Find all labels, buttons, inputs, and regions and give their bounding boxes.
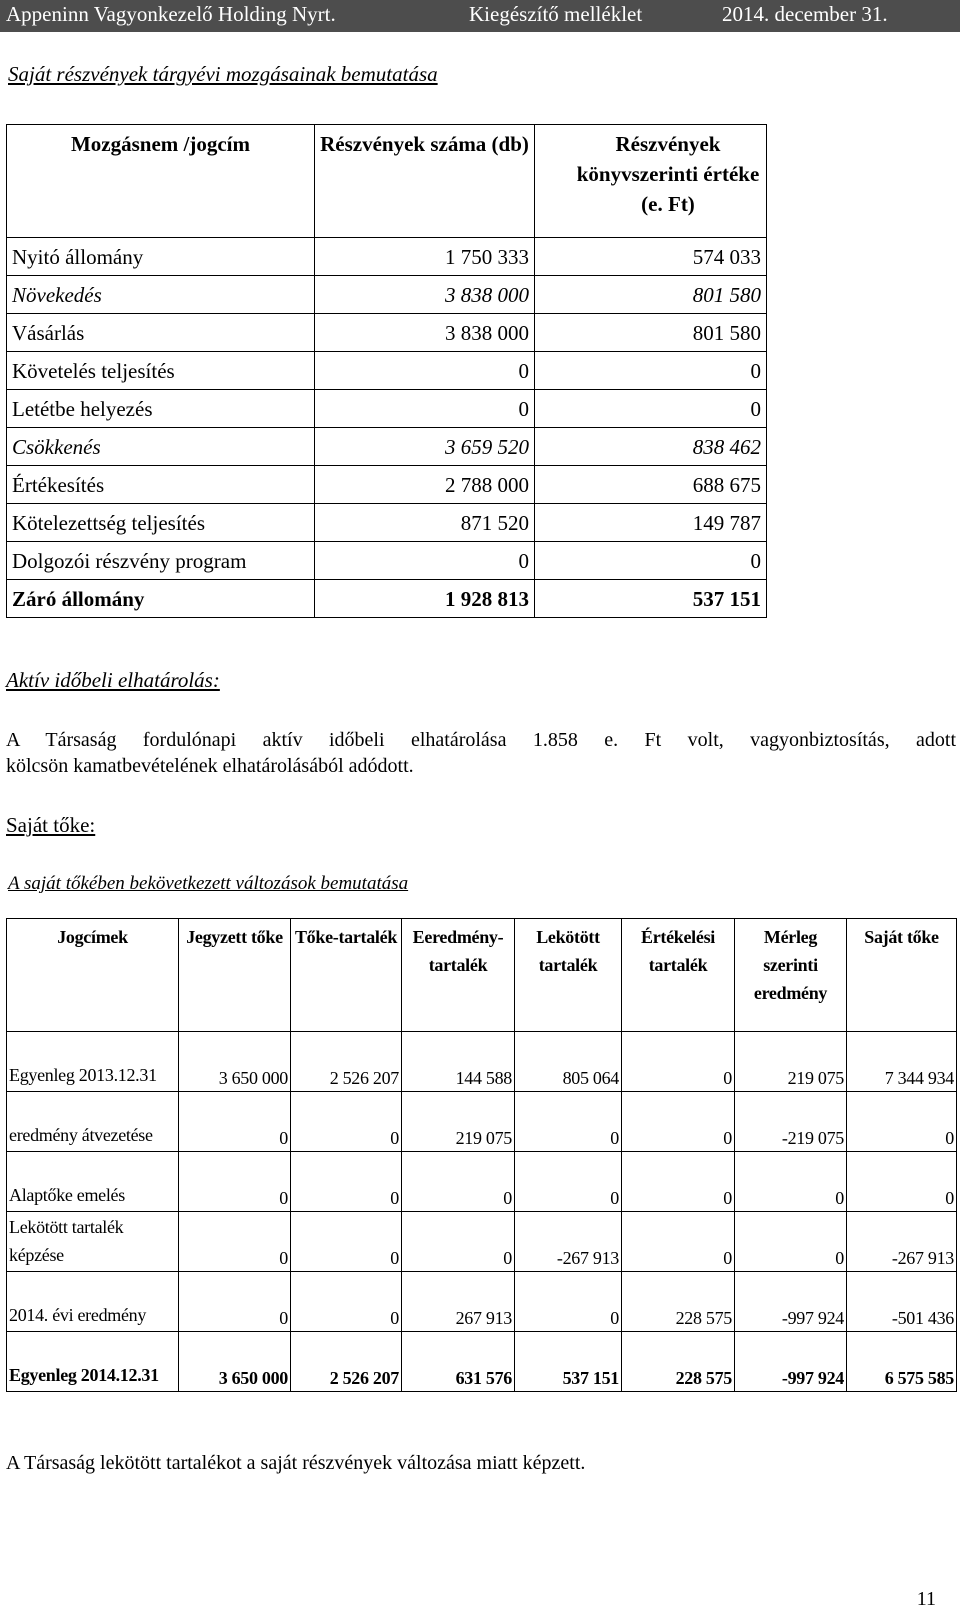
share-value: 688 675 <box>535 466 767 504</box>
share-count: 1 928 813 <box>315 580 535 618</box>
col-header: Jegyzett tőke <box>179 919 291 1032</box>
cell-value: 0 <box>622 1092 735 1152</box>
col-header: Saját tőke <box>847 919 957 1032</box>
share-value: 801 580 <box>535 314 767 352</box>
cell-value: 6 575 585 <box>847 1332 957 1392</box>
own-shares-table <box>6 124 767 618</box>
cell-value: 228 575 <box>622 1272 735 1332</box>
row-label: eredmény átvezetése <box>7 1092 179 1152</box>
share-value: 0 <box>535 542 767 580</box>
share-count: 0 <box>315 352 535 390</box>
cell-value: 0 <box>291 1272 402 1332</box>
share-value: 574 033 <box>535 238 767 276</box>
share-count: 2 788 000 <box>315 466 535 504</box>
share-count: 871 520 <box>315 504 535 542</box>
cell-value: 0 <box>291 1152 402 1212</box>
cell-value: 0 <box>179 1092 291 1152</box>
row-label: Dolgozói részvény program <box>7 542 315 580</box>
cell-value: 0 <box>515 1152 622 1212</box>
cell-value: 0 <box>735 1212 847 1272</box>
cell-value: 2 526 207 <box>291 1032 402 1092</box>
prepaid-text-line2: kölcsön kamatbevételének elhatárolásából adódott. <box>6 755 414 777</box>
cell-value: 0 <box>179 1272 291 1332</box>
col-header: Részvények könyvszerinti értéke (e. Ft) <box>535 125 767 238</box>
cell-value: -997 924 <box>735 1272 847 1332</box>
row-label: Kötelezettség teljesítés <box>7 504 315 542</box>
col-header: Részvények száma (db) <box>315 125 535 238</box>
row-label: Záró állomány <box>7 580 315 618</box>
row-label: 2014. évi eredmény <box>7 1272 179 1332</box>
row-label: Egyenleg 2014.12.31 <box>7 1332 179 1392</box>
table-row <box>7 466 767 504</box>
cell-value: 0 <box>515 1272 622 1332</box>
share-count: 3 838 000 <box>315 276 535 314</box>
cell-value: 267 913 <box>402 1272 515 1332</box>
row-label: Követelés teljesítés <box>7 352 315 390</box>
share-count: 3 838 000 <box>315 314 535 352</box>
table-row <box>7 1032 957 1092</box>
share-count: 0 <box>315 390 535 428</box>
table-row <box>7 1212 957 1272</box>
table-row <box>7 1272 957 1332</box>
row-label: Nyitó állomány <box>7 238 315 276</box>
cell-value: 0 <box>622 1032 735 1092</box>
section-title-prepaid: Aktív időbeli elhatárolás: <box>6 668 220 692</box>
row-label: Csökkenés <box>7 428 315 466</box>
cell-value: 0 <box>847 1092 957 1152</box>
equity-changes-table <box>6 918 957 1392</box>
cell-value: 0 <box>179 1212 291 1272</box>
col-header: Értékelési tartalék <box>622 919 735 1032</box>
share-count: 1 750 333 <box>315 238 535 276</box>
cell-value: -219 075 <box>735 1092 847 1152</box>
share-value: 838 462 <box>535 428 767 466</box>
section-title-own-shares: Saját részvények tárgyévi mozgásainak bemutatása <box>8 62 438 86</box>
cell-value: 0 <box>179 1152 291 1212</box>
row-label: Lekötött tartalék képzése <box>7 1212 179 1272</box>
table-row <box>7 504 767 542</box>
col-header: Mozgásnem /jogcím <box>7 125 315 238</box>
table-row <box>7 238 767 276</box>
col-header: Eeredmény-tartalék <box>402 919 515 1032</box>
cell-value: 0 <box>735 1152 847 1212</box>
cell-value: -267 913 <box>847 1212 957 1272</box>
share-value: 537 151 <box>535 580 767 618</box>
table-row-total <box>7 580 767 618</box>
cell-value: 0 <box>847 1152 957 1212</box>
cell-value: 0 <box>291 1212 402 1272</box>
share-value: 0 <box>535 352 767 390</box>
section-title-equity: Saját tőke: <box>6 813 96 837</box>
cell-value: -997 924 <box>735 1332 847 1392</box>
cell-value: 631 576 <box>402 1332 515 1392</box>
row-label: Vásárlás <box>7 314 315 352</box>
cell-value: 0 <box>402 1152 515 1212</box>
cell-value: -267 913 <box>515 1212 622 1272</box>
cell-value: 3 650 000 <box>179 1032 291 1092</box>
table-row <box>7 428 767 466</box>
equity-subtitle: A saját tőkében bekövetkezett változások bemutatása <box>8 873 409 894</box>
cell-value: 537 151 <box>515 1332 622 1392</box>
cell-value: 228 575 <box>622 1332 735 1392</box>
share-count: 0 <box>315 542 535 580</box>
share-value: 149 787 <box>535 504 767 542</box>
closing-text: A Társaság lekötött tartalékot a saját részvények változása miatt képzett. <box>6 1452 586 1474</box>
col-header: Mérleg szerinti eredmény <box>735 919 847 1032</box>
cell-value: 219 075 <box>735 1032 847 1092</box>
cell-value: 7 344 934 <box>847 1032 957 1092</box>
table-row <box>7 352 767 390</box>
col-header: Lekötött tartalék <box>515 919 622 1032</box>
header-date: 2014. december 31. <box>722 2 888 26</box>
row-label: Egyenleg 2013.12.31 <box>7 1032 179 1092</box>
cell-value: 0 <box>515 1092 622 1152</box>
table-header-row <box>7 919 957 1032</box>
page-number: 11 <box>916 1588 936 1610</box>
cell-value: 0 <box>622 1152 735 1212</box>
cell-value: 3 650 000 <box>179 1332 291 1392</box>
cell-value: 805 064 <box>515 1032 622 1092</box>
share-value: 0 <box>535 390 767 428</box>
header-company: Appeninn Vagyonkezelő Holding Nyrt. <box>6 2 336 26</box>
col-header: Jogcímek <box>7 919 179 1032</box>
col-header: Tőke-tartalék <box>291 919 402 1032</box>
row-label: Letétbe helyezés <box>7 390 315 428</box>
cell-value: 219 075 <box>402 1092 515 1152</box>
table-row <box>7 1152 957 1212</box>
cell-value: -501 436 <box>847 1272 957 1332</box>
cell-value: 0 <box>622 1212 735 1272</box>
cell-value: 2 526 207 <box>291 1332 402 1392</box>
cell-value: 144 588 <box>402 1032 515 1092</box>
table-row <box>7 314 767 352</box>
cell-value: 0 <box>291 1092 402 1152</box>
row-label: Értékesítés <box>7 466 315 504</box>
table-row <box>7 390 767 428</box>
share-value: 801 580 <box>535 276 767 314</box>
table-header-row <box>7 125 767 238</box>
table-row <box>7 542 767 580</box>
row-label: Növekedés <box>7 276 315 314</box>
header-doc-title: Kiegészítő melléklet <box>469 2 643 26</box>
row-label: Alaptőke emelés <box>7 1152 179 1212</box>
table-row <box>7 1092 957 1152</box>
prepaid-text-line1: A Társaság fordulónapi aktív időbeli elhatárolása 1.858 e. Ft volt, vagyonbiztosítás, adott <box>6 729 956 751</box>
table-row <box>7 276 767 314</box>
cell-value: 0 <box>402 1212 515 1272</box>
table-row-total <box>7 1332 957 1392</box>
share-count: 3 659 520 <box>315 428 535 466</box>
